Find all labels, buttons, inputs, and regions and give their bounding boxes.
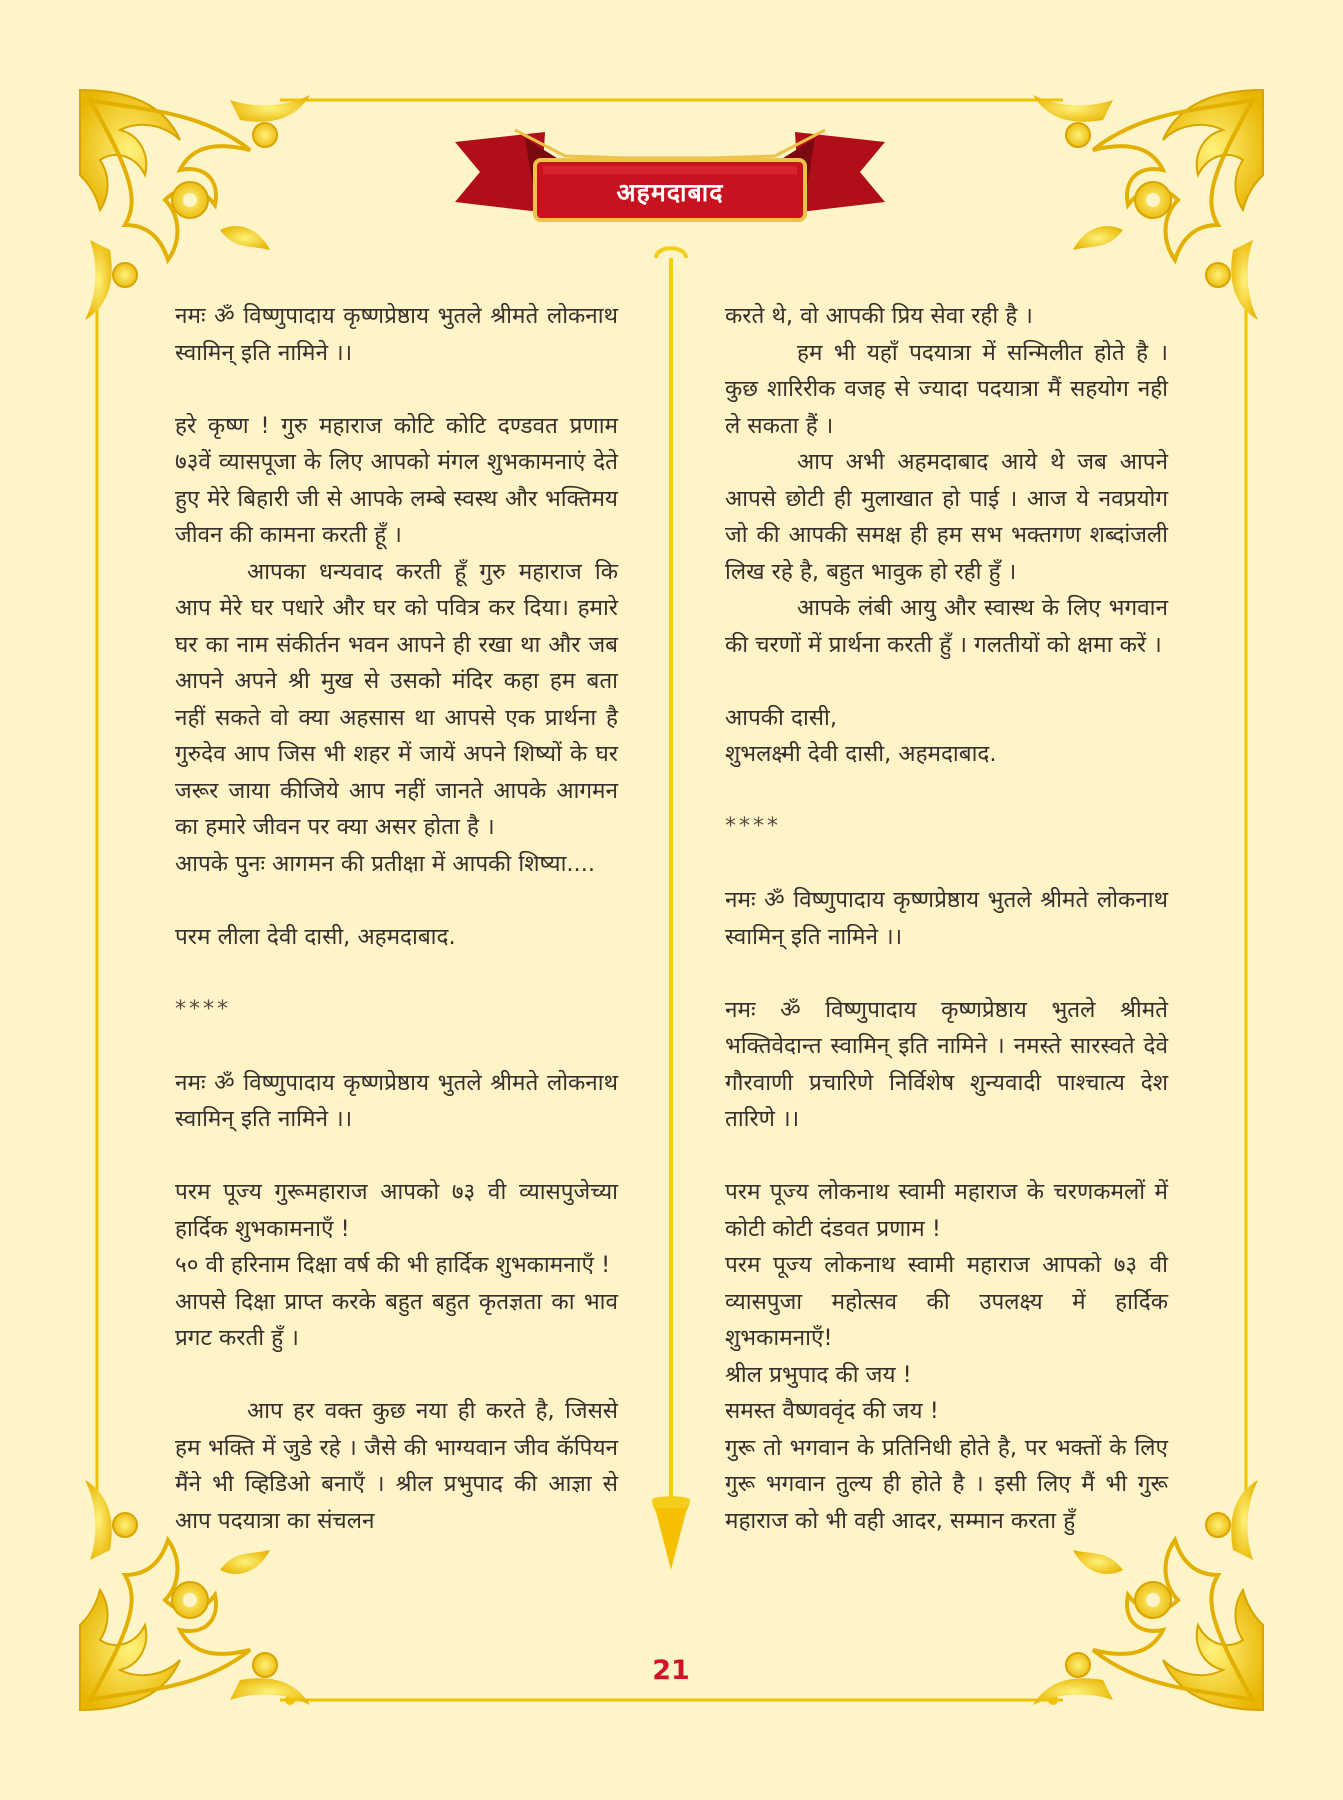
- section-separator: ****: [725, 814, 781, 839]
- paragraph: आपकी दासी,: [725, 704, 837, 731]
- paragraph: नमः ॐ विष्णुपादाय कृष्णप्रेष्ठाय भुतले श्रीमते लोकनाथ स्वामिन् इति नामिने ।।: [725, 887, 1168, 950]
- page-title: अहमदाबाद: [616, 178, 724, 207]
- text-block: [175, 992, 618, 1029]
- paragraph: हरे कृष्ण ! गुरु महाराज कोटि कोटि दण्डवत प्रणाम ७३वें व्यासपूजा के लिए आपको मंगल शुभकामनाएं देते हुए मेरे बिहारी जी से आपके लम्बे स्वस्थ और भक्तिमय जीवन की कामना करती हूँ ।: [175, 412, 618, 548]
- text-block: [725, 700, 1168, 773]
- paragraph: परम पूज्य गुरूमहाराज आपको ७३ वी व्यासपुजेच्या हार्दिक शुभकामनाएँ !: [175, 1179, 618, 1242]
- text-block: [175, 1393, 618, 1539]
- text-block: [725, 1174, 1168, 1539]
- text-block: [175, 298, 618, 371]
- paragraph: शुभलक्ष्मी देवी दासी, अहमदाबाद.: [725, 741, 997, 767]
- text-block: [175, 1065, 618, 1138]
- paragraph: नमः ॐ विष्णुपादाय कृष्णप्रेष्ठाय भुतले श्रीमते लोकनाथ स्वामिन् इति नामिने ।।: [175, 1069, 618, 1132]
- paragraph: परम लीला देवी दासी, अहमदाबाद.: [175, 923, 456, 950]
- text-block: [725, 809, 1168, 846]
- paragraph: परम पूज्य लोकनाथ स्वामी महाराज आपको ७३ वी व्यासपुजा महोत्सव की उपलक्ष्य में हार्दिक शुभकामनाएँ!: [725, 1252, 1168, 1351]
- paragraph: हम भी यहाँ पदयात्रा में सन्मिलीत होते है । कुछ शारिरीक वजह से ज्यादा पदयात्रा मैं सहयोग नही ले सकता हैं ।: [725, 339, 1168, 439]
- paragraph: आप हर वक्त कुछ नया ही करते है, जिससे हम भक्ति में जुडे रहे । जैसे की भाग्यवान जीव कॅपियन मैंने भी व्हिडिओ बनाएँ । श्रील प्रभुपाद की आज्ञा से आप पदयात्रा का संचलन: [175, 1398, 618, 1534]
- right-column: [725, 298, 1168, 1576]
- paragraph: आपके पुनः आगमन की प्रतीक्षा में आपकी शिष्या....: [175, 850, 595, 877]
- paragraph: करते थे, वो आपकी प्रिय सेवा रही है ।: [725, 303, 1033, 329]
- text-block: [725, 298, 1168, 663]
- paragraph: आपसे दिक्षा प्राप्त करके बहुत बहुत कृतज्ञता का भाव प्रगट करती हुँ ।: [175, 1288, 618, 1351]
- paragraph: नमः ॐ विष्णुपादाय कृष्णप्रेष्ठाय भुतले श्रीमते लोकनाथ स्वामिन् इति नामिने ।।: [175, 303, 618, 366]
- text-block: [175, 919, 618, 956]
- paragraph: समस्त वैष्णववृंद की जय !: [725, 1398, 939, 1424]
- paragraph: परम पूज्य लोकनाथ स्वामी महाराज के चरणकमलों में कोटी कोटी दंडवत प्रणाम !: [725, 1179, 1168, 1242]
- paragraph: श्रील प्रभुपाद की जय !: [725, 1361, 912, 1388]
- paragraph: आपके लंबी आयु और स्वास्थ के लिए भगवान की चरणों में प्रार्थना करती हुँ । गलतीयों को क्षमा करें ।: [725, 595, 1168, 658]
- text-block: [725, 882, 1168, 955]
- text-block: [175, 408, 618, 883]
- section-separator: ****: [175, 996, 231, 1022]
- text-block: [725, 992, 1168, 1138]
- paragraph: आप अभी अहमदाबाद आये थे जब आपने आपसे छोटी ही मुलाखात हो पाई । आज ये नवप्रयोग जो की आपकी समक्ष ही हम सभ भक्तगण शब्दांजली लिख रहे है, बहुत भावुक हो रही हुँ ।: [725, 449, 1168, 585]
- paragraph: गुरू तो भगवान के प्रतिनिधी होते है, पर भक्तों के लिए गुरू भगवान तुल्य ही होते है । इसी लिए मैं भी गुरू महाराज को भी वही आदर, सम्मान करता हुँ: [725, 1434, 1168, 1534]
- left-column: [175, 298, 618, 1576]
- paragraph: ५० वी हरिनाम दिक्षा वर्ष की भी हार्दिक शुभकामनाएँ !: [175, 1252, 611, 1278]
- page-number: 21: [652, 1655, 690, 1686]
- paragraph: आपका धन्यवाद करती हूँ गुरु महाराज कि आप मेरे घर पधारे और घर को पवित्र कर दिया। हमारे घर का नाम संकीर्तन भवन आपने ही रखा था और जब आपने अपने श्री मुख से उसको मंदिर कहा हम बता नहीं सकते वो क्या अहसास था आपसे एक प्रार्थना है गुरुदेव आप जिस भी शहर में जायें अपने शिष्यों के घर जरूर जाया कीजिये आप नहीं जानते आपके आगमन का हमारे जीवन पर क्या असर होता है ।: [175, 558, 618, 840]
- paragraph: नमः ॐ विष्णुपादाय कृष्णप्रेष्ठाय भुतले श्रीमते भक्तिवेदान्त स्वामिन् इति नामिने । नमस्ते सारस्वते देवे गौरवाणी प्रचारिणे निर्विशेष शुन्यवादी पाश्चात्य देश तारिणे ।।: [725, 996, 1168, 1132]
- text-block: [175, 1174, 618, 1357]
